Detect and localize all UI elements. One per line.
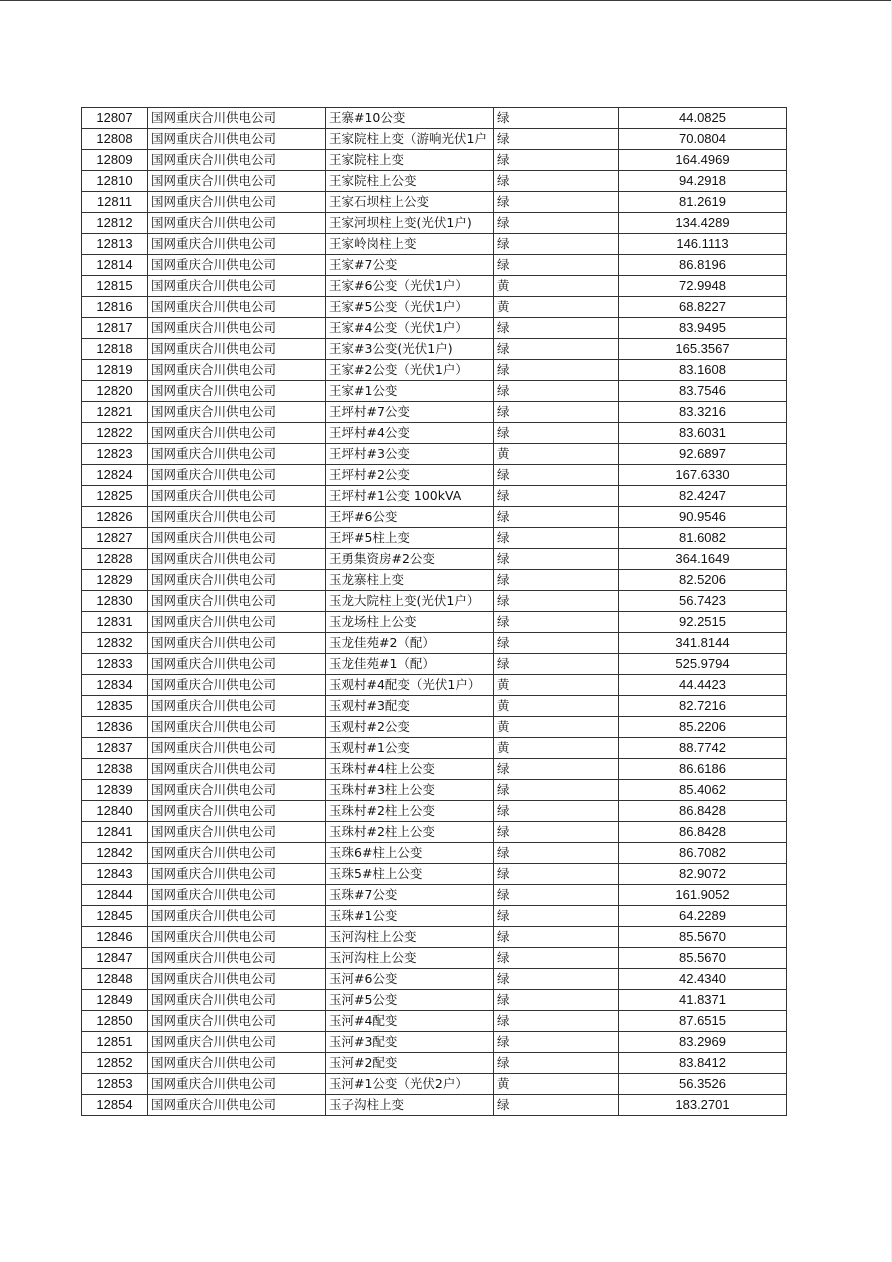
cell-id: 12807 bbox=[82, 108, 148, 129]
cell-status: 绿 bbox=[494, 255, 619, 276]
cell-status: 绿 bbox=[494, 486, 619, 507]
cell-id: 12814 bbox=[82, 255, 148, 276]
table-row bbox=[82, 1011, 787, 1032]
cell-transformer-name: 王坪村#2公变 bbox=[326, 465, 494, 486]
table-row bbox=[82, 171, 787, 192]
cell-value: 134.4289 bbox=[619, 213, 787, 234]
cell-id: 12811 bbox=[82, 192, 148, 213]
cell-value: 41.8371 bbox=[619, 990, 787, 1011]
cell-value: 161.9052 bbox=[619, 885, 787, 906]
cell-status: 绿 bbox=[494, 549, 619, 570]
data-table bbox=[81, 107, 787, 1116]
cell-company: 国网重庆合川供电公司 bbox=[148, 1032, 326, 1053]
cell-value: 87.6515 bbox=[619, 1011, 787, 1032]
table-row bbox=[82, 1095, 787, 1116]
table-row bbox=[82, 423, 787, 444]
table-row bbox=[82, 1032, 787, 1053]
cell-value: 82.7216 bbox=[619, 696, 787, 717]
cell-company: 国网重庆合川供电公司 bbox=[148, 885, 326, 906]
cell-company: 国网重庆合川供电公司 bbox=[148, 1095, 326, 1116]
cell-value: 64.2289 bbox=[619, 906, 787, 927]
cell-transformer-name: 王家河坝柱上变(光伏1户) bbox=[326, 213, 494, 234]
cell-transformer-name: 玉河#6公变 bbox=[326, 969, 494, 990]
cell-transformer-name: 玉龙大院柱上变(光伏1户） bbox=[326, 591, 494, 612]
cell-value: 85.5670 bbox=[619, 927, 787, 948]
cell-transformer-name: 玉河#2配变 bbox=[326, 1053, 494, 1074]
cell-company: 国网重庆合川供电公司 bbox=[148, 150, 326, 171]
table-row bbox=[82, 1074, 787, 1095]
cell-status: 绿 bbox=[494, 990, 619, 1011]
cell-status: 绿 bbox=[494, 1095, 619, 1116]
cell-status: 绿 bbox=[494, 528, 619, 549]
cell-company: 国网重庆合川供电公司 bbox=[148, 612, 326, 633]
cell-company: 国网重庆合川供电公司 bbox=[148, 654, 326, 675]
cell-id: 12818 bbox=[82, 339, 148, 360]
cell-value: 85.2206 bbox=[619, 717, 787, 738]
cell-transformer-name: 玉珠村#3柱上公变 bbox=[326, 780, 494, 801]
cell-id: 12840 bbox=[82, 801, 148, 822]
cell-id: 12832 bbox=[82, 633, 148, 654]
cell-transformer-name: 玉龙场柱上公变 bbox=[326, 612, 494, 633]
cell-transformer-name: 玉龙佳苑#1（配） bbox=[326, 654, 494, 675]
cell-company: 国网重庆合川供电公司 bbox=[148, 990, 326, 1011]
cell-status: 黄 bbox=[494, 696, 619, 717]
cell-company: 国网重庆合川供电公司 bbox=[148, 360, 326, 381]
cell-company: 国网重庆合川供电公司 bbox=[148, 864, 326, 885]
cell-transformer-name: 王家#2公变（光伏1户） bbox=[326, 360, 494, 381]
cell-status: 绿 bbox=[494, 885, 619, 906]
cell-value: 85.4062 bbox=[619, 780, 787, 801]
cell-id: 12823 bbox=[82, 444, 148, 465]
cell-value: 83.6031 bbox=[619, 423, 787, 444]
cell-value: 364.1649 bbox=[619, 549, 787, 570]
cell-transformer-name: 玉珠#7公变 bbox=[326, 885, 494, 906]
cell-value: 90.9546 bbox=[619, 507, 787, 528]
cell-company: 国网重庆合川供电公司 bbox=[148, 129, 326, 150]
cell-status: 绿 bbox=[494, 633, 619, 654]
cell-transformer-name: 玉珠村#2柱上公变 bbox=[326, 822, 494, 843]
table-row bbox=[82, 717, 787, 738]
cell-id: 12812 bbox=[82, 213, 148, 234]
cell-id: 12831 bbox=[82, 612, 148, 633]
cell-company: 国网重庆合川供电公司 bbox=[148, 108, 326, 129]
cell-id: 12825 bbox=[82, 486, 148, 507]
cell-id: 12834 bbox=[82, 675, 148, 696]
table-row bbox=[82, 360, 787, 381]
table-row bbox=[82, 255, 787, 276]
cell-transformer-name: 玉河沟柱上公变 bbox=[326, 948, 494, 969]
cell-value: 56.7423 bbox=[619, 591, 787, 612]
cell-value: 83.1608 bbox=[619, 360, 787, 381]
cell-company: 国网重庆合川供电公司 bbox=[148, 339, 326, 360]
cell-company: 国网重庆合川供电公司 bbox=[148, 234, 326, 255]
cell-company: 国网重庆合川供电公司 bbox=[148, 276, 326, 297]
table-row bbox=[82, 192, 787, 213]
cell-transformer-name: 玉河#4配变 bbox=[326, 1011, 494, 1032]
cell-id: 12830 bbox=[82, 591, 148, 612]
table-row bbox=[82, 927, 787, 948]
cell-value: 86.8428 bbox=[619, 822, 787, 843]
table-row bbox=[82, 465, 787, 486]
table-body bbox=[82, 108, 787, 1116]
cell-transformer-name: 玉子沟柱上变 bbox=[326, 1095, 494, 1116]
cell-id: 12821 bbox=[82, 402, 148, 423]
cell-company: 国网重庆合川供电公司 bbox=[148, 465, 326, 486]
cell-transformer-name: 玉珠#1公变 bbox=[326, 906, 494, 927]
cell-status: 绿 bbox=[494, 864, 619, 885]
table-row bbox=[82, 444, 787, 465]
cell-id: 12829 bbox=[82, 570, 148, 591]
cell-id: 12846 bbox=[82, 927, 148, 948]
cell-status: 绿 bbox=[494, 822, 619, 843]
cell-status: 绿 bbox=[494, 906, 619, 927]
cell-transformer-name: 王家岭岗柱上变 bbox=[326, 234, 494, 255]
table-row bbox=[82, 297, 787, 318]
cell-transformer-name: 王家院柱上公变 bbox=[326, 171, 494, 192]
cell-status: 绿 bbox=[494, 1032, 619, 1053]
cell-transformer-name: 王家#3公变(光伏1户) bbox=[326, 339, 494, 360]
table-row bbox=[82, 906, 787, 927]
cell-company: 国网重庆合川供电公司 bbox=[148, 444, 326, 465]
cell-status: 绿 bbox=[494, 1053, 619, 1074]
cell-status: 绿 bbox=[494, 150, 619, 171]
cell-value: 146.1113 bbox=[619, 234, 787, 255]
cell-company: 国网重庆合川供电公司 bbox=[148, 759, 326, 780]
cell-company: 国网重庆合川供电公司 bbox=[148, 402, 326, 423]
cell-transformer-name: 王家石坝柱上公变 bbox=[326, 192, 494, 213]
cell-transformer-name: 王家#7公变 bbox=[326, 255, 494, 276]
cell-value: 167.6330 bbox=[619, 465, 787, 486]
cell-transformer-name: 王坪村#1公变 100kVA bbox=[326, 486, 494, 507]
cell-status: 绿 bbox=[494, 780, 619, 801]
cell-transformer-name: 王家#6公变（光伏1户） bbox=[326, 276, 494, 297]
cell-transformer-name: 玉观村#3配变 bbox=[326, 696, 494, 717]
cell-company: 国网重庆合川供电公司 bbox=[148, 822, 326, 843]
cell-value: 83.2969 bbox=[619, 1032, 787, 1053]
cell-transformer-name: 玉珠村#4柱上公变 bbox=[326, 759, 494, 780]
table-row bbox=[82, 486, 787, 507]
cell-company: 国网重庆合川供电公司 bbox=[148, 969, 326, 990]
cell-value: 86.8428 bbox=[619, 801, 787, 822]
cell-transformer-name: 玉河#5公变 bbox=[326, 990, 494, 1011]
cell-id: 12848 bbox=[82, 969, 148, 990]
cell-company: 国网重庆合川供电公司 bbox=[148, 633, 326, 654]
table-row bbox=[82, 381, 787, 402]
table-row bbox=[82, 801, 787, 822]
table-row bbox=[82, 822, 787, 843]
cell-status: 绿 bbox=[494, 801, 619, 822]
cell-value: 56.3526 bbox=[619, 1074, 787, 1095]
cell-status: 绿 bbox=[494, 339, 619, 360]
cell-transformer-name: 玉观村#4配变（光伏1户） bbox=[326, 675, 494, 696]
cell-transformer-name: 王家院柱上变（游响光伏1户 bbox=[326, 129, 494, 150]
table-row bbox=[82, 633, 787, 654]
table-row bbox=[82, 759, 787, 780]
table-row bbox=[82, 507, 787, 528]
cell-id: 12854 bbox=[82, 1095, 148, 1116]
cell-status: 绿 bbox=[494, 234, 619, 255]
cell-id: 12851 bbox=[82, 1032, 148, 1053]
cell-status: 绿 bbox=[494, 360, 619, 381]
cell-company: 国网重庆合川供电公司 bbox=[148, 591, 326, 612]
cell-status: 绿 bbox=[494, 108, 619, 129]
cell-status: 绿 bbox=[494, 381, 619, 402]
cell-status: 绿 bbox=[494, 759, 619, 780]
cell-transformer-name: 王坪村#3公变 bbox=[326, 444, 494, 465]
cell-id: 12842 bbox=[82, 843, 148, 864]
cell-transformer-name: 玉珠5#柱上公变 bbox=[326, 864, 494, 885]
cell-id: 12838 bbox=[82, 759, 148, 780]
table-row bbox=[82, 969, 787, 990]
cell-id: 12853 bbox=[82, 1074, 148, 1095]
cell-status: 绿 bbox=[494, 213, 619, 234]
cell-transformer-name: 玉珠6#柱上公变 bbox=[326, 843, 494, 864]
table-row bbox=[82, 990, 787, 1011]
cell-transformer-name: 玉河沟柱上公变 bbox=[326, 927, 494, 948]
cell-status: 绿 bbox=[494, 507, 619, 528]
cell-transformer-name: 玉观村#1公变 bbox=[326, 738, 494, 759]
page-top-rule bbox=[0, 0, 892, 1]
cell-id: 12852 bbox=[82, 1053, 148, 1074]
cell-company: 国网重庆合川供电公司 bbox=[148, 255, 326, 276]
cell-company: 国网重庆合川供电公司 bbox=[148, 738, 326, 759]
cell-value: 83.7546 bbox=[619, 381, 787, 402]
cell-status: 绿 bbox=[494, 423, 619, 444]
table-row bbox=[82, 885, 787, 906]
cell-value: 82.9072 bbox=[619, 864, 787, 885]
cell-status: 绿 bbox=[494, 948, 619, 969]
cell-value: 81.6082 bbox=[619, 528, 787, 549]
cell-transformer-name: 王家#4公变（光伏1户） bbox=[326, 318, 494, 339]
cell-transformer-name: 王家#1公变 bbox=[326, 381, 494, 402]
cell-id: 12839 bbox=[82, 780, 148, 801]
cell-id: 12827 bbox=[82, 528, 148, 549]
cell-transformer-name: 王坪村#7公变 bbox=[326, 402, 494, 423]
cell-transformer-name: 玉龙寨柱上变 bbox=[326, 570, 494, 591]
cell-status: 黄 bbox=[494, 276, 619, 297]
cell-status: 绿 bbox=[494, 969, 619, 990]
cell-id: 12844 bbox=[82, 885, 148, 906]
cell-id: 12849 bbox=[82, 990, 148, 1011]
table-row bbox=[82, 864, 787, 885]
table-row bbox=[82, 612, 787, 633]
cell-id: 12822 bbox=[82, 423, 148, 444]
cell-id: 12809 bbox=[82, 150, 148, 171]
table-row bbox=[82, 108, 787, 129]
cell-status: 黄 bbox=[494, 738, 619, 759]
cell-company: 国网重庆合川供电公司 bbox=[148, 213, 326, 234]
cell-company: 国网重庆合川供电公司 bbox=[148, 528, 326, 549]
cell-value: 44.0825 bbox=[619, 108, 787, 129]
table-row bbox=[82, 738, 787, 759]
cell-company: 国网重庆合川供电公司 bbox=[148, 381, 326, 402]
cell-company: 国网重庆合川供电公司 bbox=[148, 948, 326, 969]
cell-status: 绿 bbox=[494, 654, 619, 675]
cell-status: 绿 bbox=[494, 591, 619, 612]
cell-company: 国网重庆合川供电公司 bbox=[148, 696, 326, 717]
cell-value: 525.9794 bbox=[619, 654, 787, 675]
cell-status: 绿 bbox=[494, 612, 619, 633]
cell-company: 国网重庆合川供电公司 bbox=[148, 1011, 326, 1032]
cell-status: 绿 bbox=[494, 570, 619, 591]
table-row bbox=[82, 528, 787, 549]
cell-id: 12843 bbox=[82, 864, 148, 885]
cell-transformer-name: 玉观村#2公变 bbox=[326, 717, 494, 738]
cell-status: 绿 bbox=[494, 465, 619, 486]
cell-id: 12808 bbox=[82, 129, 148, 150]
cell-value: 42.4340 bbox=[619, 969, 787, 990]
cell-transformer-name: 玉河#3配变 bbox=[326, 1032, 494, 1053]
cell-status: 绿 bbox=[494, 402, 619, 423]
table-row bbox=[82, 276, 787, 297]
cell-transformer-name: 玉河#1公变（光伏2户） bbox=[326, 1074, 494, 1095]
cell-value: 86.6186 bbox=[619, 759, 787, 780]
cell-value: 164.4969 bbox=[619, 150, 787, 171]
table-row bbox=[82, 570, 787, 591]
cell-company: 国网重庆合川供电公司 bbox=[148, 486, 326, 507]
cell-id: 12837 bbox=[82, 738, 148, 759]
cell-status: 黄 bbox=[494, 1074, 619, 1095]
cell-value: 92.2515 bbox=[619, 612, 787, 633]
cell-value: 183.2701 bbox=[619, 1095, 787, 1116]
cell-company: 国网重庆合川供电公司 bbox=[148, 549, 326, 570]
cell-value: 82.5206 bbox=[619, 570, 787, 591]
cell-value: 94.2918 bbox=[619, 171, 787, 192]
cell-company: 国网重庆合川供电公司 bbox=[148, 927, 326, 948]
cell-transformer-name: 玉龙佳苑#2（配） bbox=[326, 633, 494, 654]
cell-company: 国网重庆合川供电公司 bbox=[148, 1053, 326, 1074]
cell-company: 国网重庆合川供电公司 bbox=[148, 192, 326, 213]
cell-status: 绿 bbox=[494, 171, 619, 192]
cell-company: 国网重庆合川供电公司 bbox=[148, 801, 326, 822]
table-row bbox=[82, 1053, 787, 1074]
table-row bbox=[82, 318, 787, 339]
cell-status: 黄 bbox=[494, 675, 619, 696]
cell-value: 81.2619 bbox=[619, 192, 787, 213]
cell-id: 12813 bbox=[82, 234, 148, 255]
cell-status: 黄 bbox=[494, 444, 619, 465]
cell-id: 12816 bbox=[82, 297, 148, 318]
cell-company: 国网重庆合川供电公司 bbox=[148, 318, 326, 339]
table-row bbox=[82, 234, 787, 255]
cell-status: 绿 bbox=[494, 1011, 619, 1032]
cell-status: 黄 bbox=[494, 717, 619, 738]
cell-id: 12847 bbox=[82, 948, 148, 969]
cell-value: 341.8144 bbox=[619, 633, 787, 654]
cell-value: 83.8412 bbox=[619, 1053, 787, 1074]
cell-status: 绿 bbox=[494, 318, 619, 339]
cell-id: 12836 bbox=[82, 717, 148, 738]
cell-transformer-name: 王家#5公变（光伏1户） bbox=[326, 297, 494, 318]
table-row bbox=[82, 654, 787, 675]
table-row bbox=[82, 339, 787, 360]
cell-value: 83.9495 bbox=[619, 318, 787, 339]
table-row bbox=[82, 591, 787, 612]
cell-id: 12815 bbox=[82, 276, 148, 297]
cell-company: 国网重庆合川供电公司 bbox=[148, 717, 326, 738]
cell-id: 12826 bbox=[82, 507, 148, 528]
cell-value: 83.3216 bbox=[619, 402, 787, 423]
cell-value: 85.5670 bbox=[619, 948, 787, 969]
cell-transformer-name: 王坪#5柱上变 bbox=[326, 528, 494, 549]
cell-company: 国网重庆合川供电公司 bbox=[148, 507, 326, 528]
cell-status: 绿 bbox=[494, 129, 619, 150]
cell-id: 12824 bbox=[82, 465, 148, 486]
cell-value: 44.4423 bbox=[619, 675, 787, 696]
cell-transformer-name: 王寨#10公变 bbox=[326, 108, 494, 129]
cell-status: 黄 bbox=[494, 297, 619, 318]
table-row bbox=[82, 129, 787, 150]
cell-id: 12841 bbox=[82, 822, 148, 843]
table-row bbox=[82, 675, 787, 696]
cell-value: 86.8196 bbox=[619, 255, 787, 276]
cell-company: 国网重庆合川供电公司 bbox=[148, 1074, 326, 1095]
cell-transformer-name: 王勇集资房#2公变 bbox=[326, 549, 494, 570]
table-row bbox=[82, 780, 787, 801]
cell-value: 86.7082 bbox=[619, 843, 787, 864]
cell-company: 国网重庆合川供电公司 bbox=[148, 423, 326, 444]
table-row bbox=[82, 549, 787, 570]
cell-status: 绿 bbox=[494, 192, 619, 213]
cell-id: 12845 bbox=[82, 906, 148, 927]
cell-id: 12819 bbox=[82, 360, 148, 381]
cell-company: 国网重庆合川供电公司 bbox=[148, 297, 326, 318]
cell-id: 12817 bbox=[82, 318, 148, 339]
cell-status: 绿 bbox=[494, 843, 619, 864]
cell-value: 72.9948 bbox=[619, 276, 787, 297]
cell-company: 国网重庆合川供电公司 bbox=[148, 843, 326, 864]
cell-transformer-name: 王家院柱上变 bbox=[326, 150, 494, 171]
table-row bbox=[82, 213, 787, 234]
table-row bbox=[82, 843, 787, 864]
cell-id: 12850 bbox=[82, 1011, 148, 1032]
cell-id: 12820 bbox=[82, 381, 148, 402]
cell-transformer-name: 玉珠村#2柱上公变 bbox=[326, 801, 494, 822]
cell-value: 68.8227 bbox=[619, 297, 787, 318]
cell-company: 国网重庆合川供电公司 bbox=[148, 171, 326, 192]
cell-id: 12828 bbox=[82, 549, 148, 570]
cell-value: 88.7742 bbox=[619, 738, 787, 759]
cell-id: 12835 bbox=[82, 696, 148, 717]
cell-transformer-name: 王坪#6公变 bbox=[326, 507, 494, 528]
table-row bbox=[82, 948, 787, 969]
table-row bbox=[82, 402, 787, 423]
cell-id: 12833 bbox=[82, 654, 148, 675]
cell-company: 国网重庆合川供电公司 bbox=[148, 570, 326, 591]
cell-id: 12810 bbox=[82, 171, 148, 192]
cell-value: 92.6897 bbox=[619, 444, 787, 465]
cell-value: 165.3567 bbox=[619, 339, 787, 360]
cell-transformer-name: 王坪村#4公变 bbox=[326, 423, 494, 444]
cell-status: 绿 bbox=[494, 927, 619, 948]
cell-value: 82.4247 bbox=[619, 486, 787, 507]
table-row bbox=[82, 696, 787, 717]
table-row bbox=[82, 150, 787, 171]
cell-value: 70.0804 bbox=[619, 129, 787, 150]
cell-company: 国网重庆合川供电公司 bbox=[148, 780, 326, 801]
cell-company: 国网重庆合川供电公司 bbox=[148, 675, 326, 696]
cell-company: 国网重庆合川供电公司 bbox=[148, 906, 326, 927]
